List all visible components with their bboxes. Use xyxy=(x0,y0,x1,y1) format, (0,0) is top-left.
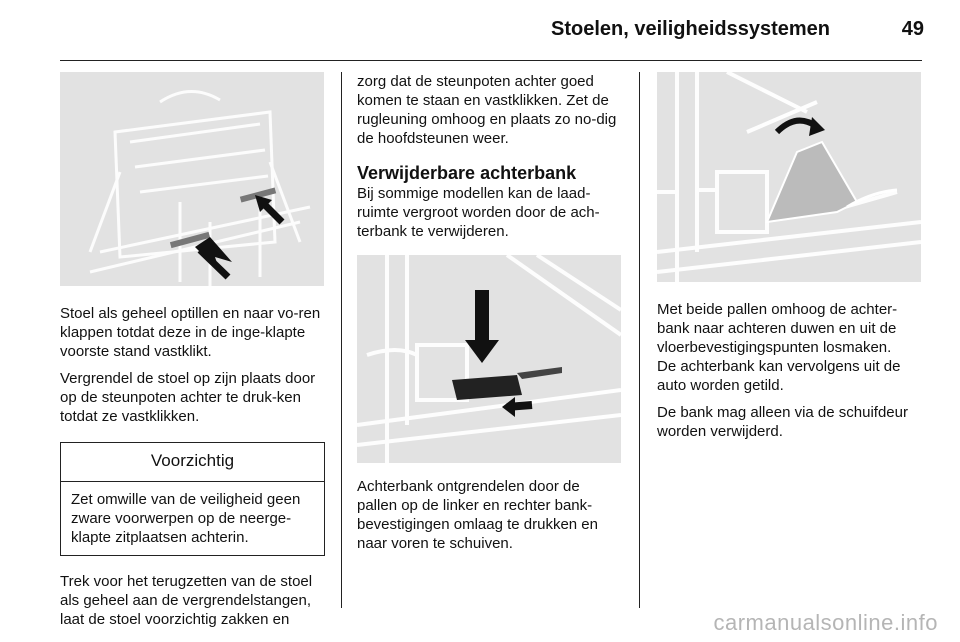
col1-paragraph-1: Stoel als geheel optillen en naar vo-ren klappen totdat deze in de inge-klapte voorste stand vastklikt. xyxy=(60,305,321,360)
watermark: carmanualsonline.info xyxy=(713,610,938,635)
header-divider xyxy=(60,60,922,61)
col2-paragraph-3: Achterbank ontgrendelen door de pallen op de linker en rechter bank-bevestigingen omlaag te drukken en naar voren te schuiven. xyxy=(357,478,598,552)
page-header xyxy=(0,0,960,60)
col3-paragraph-2: De achterbank kan vervolgens uit de auto worden getild. xyxy=(657,358,901,394)
col1-paragraph-3: Trek voor het terugzetten van de stoel als geheel aan de vergrendelstangen, laat de stoel voorzichtig zakken en xyxy=(60,573,313,628)
caution-box xyxy=(60,442,325,556)
column-divider-2 xyxy=(639,72,640,608)
col3-paragraph-1: Met beide pallen omhoog de achter-bank naar achteren duwen en uit de vloerbevestigingspunten losmaken. xyxy=(657,301,898,356)
column-1 xyxy=(60,72,325,629)
release-latch-illustration xyxy=(357,255,621,463)
section-heading: Verwijderbare achterbank xyxy=(357,163,577,183)
col3-paragraph-3: De bank mag alleen via de schuifdeur worden verwijderd. xyxy=(657,404,908,440)
page-number: 49 xyxy=(901,18,924,40)
col2-paragraph-1: zorg dat de steunpoten achter goed komen te staan en vastklikken. Zet de rugleuning omhoog en plaats zo no-dig de hoofdsteunen weer. xyxy=(357,73,617,147)
caution-title: Voorzichtig xyxy=(61,443,324,482)
col2-paragraph-2: Bij sommige modellen kan de laad-ruimte vergroot worden door de ach-terbank te verwijderen. xyxy=(357,185,600,240)
page-title: Stoelen, veiligheidssystemen xyxy=(551,18,830,40)
column-divider-1 xyxy=(341,72,342,608)
lift-seat-illustration xyxy=(657,72,921,282)
col1-paragraph-2: Vergrendel de stoel op zijn plaats door op de steunpoten achter te druk-ken totdat ze vastklikken. xyxy=(60,370,316,425)
seat-folded-illustration xyxy=(60,72,324,286)
column-3 xyxy=(657,72,922,441)
caution-body: Zet omwille van de veiligheid geen zware voorwerpen op de neerge-klapte zitplaatsen achterin. xyxy=(71,491,301,546)
column-2 xyxy=(357,72,622,553)
